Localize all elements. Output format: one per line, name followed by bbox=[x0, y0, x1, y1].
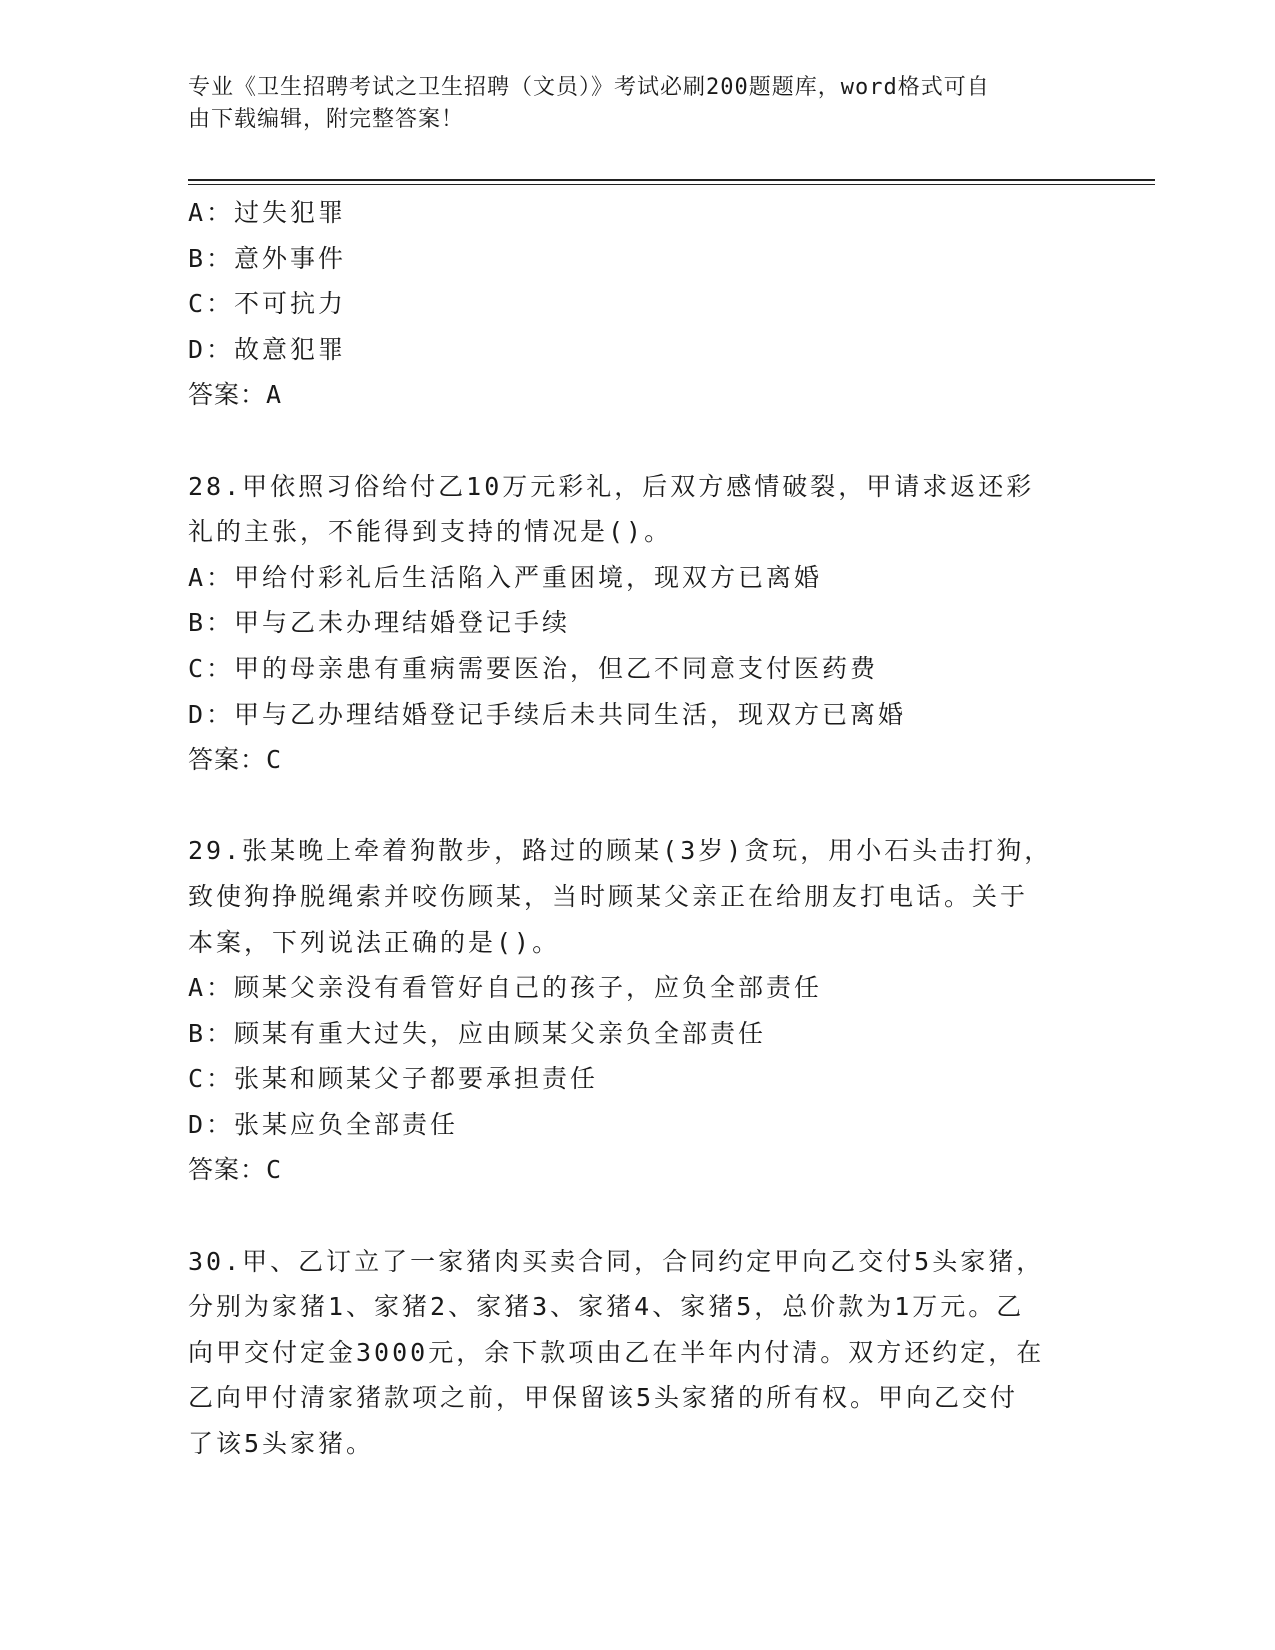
option-b: B：意外事件 bbox=[188, 243, 347, 273]
page-header bbox=[188, 72, 1068, 136]
header-divider-thick bbox=[188, 179, 1155, 181]
question-stem-line: 礼的主张，不能得到支持的情况是()。 bbox=[188, 517, 673, 547]
option-a: A：顾某父亲没有看管好自己的孩子，应负全部责任 bbox=[188, 973, 823, 1003]
question-stem-line: 本案，下列说法正确的是()。 bbox=[188, 927, 561, 957]
header-title-line-2: 由下载编辑，附完整答案！ bbox=[188, 107, 465, 132]
option-a: A：过失犯罪 bbox=[188, 198, 347, 227]
question-stem-line: 了该5头家猪。 bbox=[188, 1429, 375, 1459]
spacer bbox=[188, 783, 1088, 829]
question-stem-line: 分别为家猪1、家猪2、家猪3、家猪4、家猪5，总价款为1万元。乙 bbox=[188, 1292, 1025, 1322]
question-stem-line: 乙向甲付清家猪款项之前，甲保留该5头家猪的所有权。甲向乙交付 bbox=[188, 1383, 1019, 1413]
question-stem-line: 29.张某晚上牵着狗散步，路过的顾某(3岁)贪玩，用小石头击打狗， bbox=[188, 836, 1053, 866]
question-stem-line: 向甲交付定金3000元，余下款项由乙在半年内付清。双方还约定，在 bbox=[188, 1337, 1045, 1367]
answer: 答案：C bbox=[188, 1155, 283, 1185]
answer: 答案：C bbox=[188, 745, 283, 775]
option-d: D：张某应负全部责任 bbox=[188, 1109, 459, 1139]
option-c: C：甲的母亲患有重病需要医治，但乙不同意支付医药费 bbox=[188, 653, 879, 683]
question-stem-line: 致使狗挣脱绳索并咬伤顾某，当时顾某父亲正在给朋友打电话。关于 bbox=[188, 881, 1029, 911]
question-stem-line: 28.甲依照习俗给付乙10万元彩礼，后双方感情破裂，甲请求返还彩 bbox=[188, 471, 1035, 501]
option-c: C：不可抗力 bbox=[188, 289, 347, 319]
question-27 bbox=[188, 190, 1088, 418]
option-a: A：甲给付彩礼后生活陷入严重困境，现双方已离婚 bbox=[188, 562, 823, 592]
option-b: B：甲与乙未办理结婚登记手续 bbox=[188, 608, 571, 638]
option-d: D：甲与乙办理结婚登记手续后未共同生活，现双方已离婚 bbox=[188, 699, 907, 729]
answer: 答案：A bbox=[188, 380, 283, 410]
option-b: B：顾某有重大过失，应由顾某父亲负全部责任 bbox=[188, 1018, 767, 1048]
document-body bbox=[188, 190, 1088, 1467]
question-30 bbox=[188, 1239, 1088, 1467]
spacer bbox=[188, 418, 1088, 464]
question-stem-line: 30.甲、乙订立了一家猪肉买卖合同，合同约定甲向乙交付5头家猪， bbox=[188, 1246, 1045, 1276]
option-c: C：张某和顾某父子都要承担责任 bbox=[188, 1064, 599, 1094]
question-29 bbox=[188, 828, 1088, 1193]
header-title-line-1: 专业《卫生招聘考试之卫生招聘（文员）》考试必刷200题题库，word格式可自 bbox=[188, 75, 990, 100]
header-divider-thin bbox=[188, 184, 1155, 185]
question-28 bbox=[188, 464, 1088, 783]
spacer bbox=[188, 1193, 1088, 1239]
option-d: D：故意犯罪 bbox=[188, 334, 347, 364]
